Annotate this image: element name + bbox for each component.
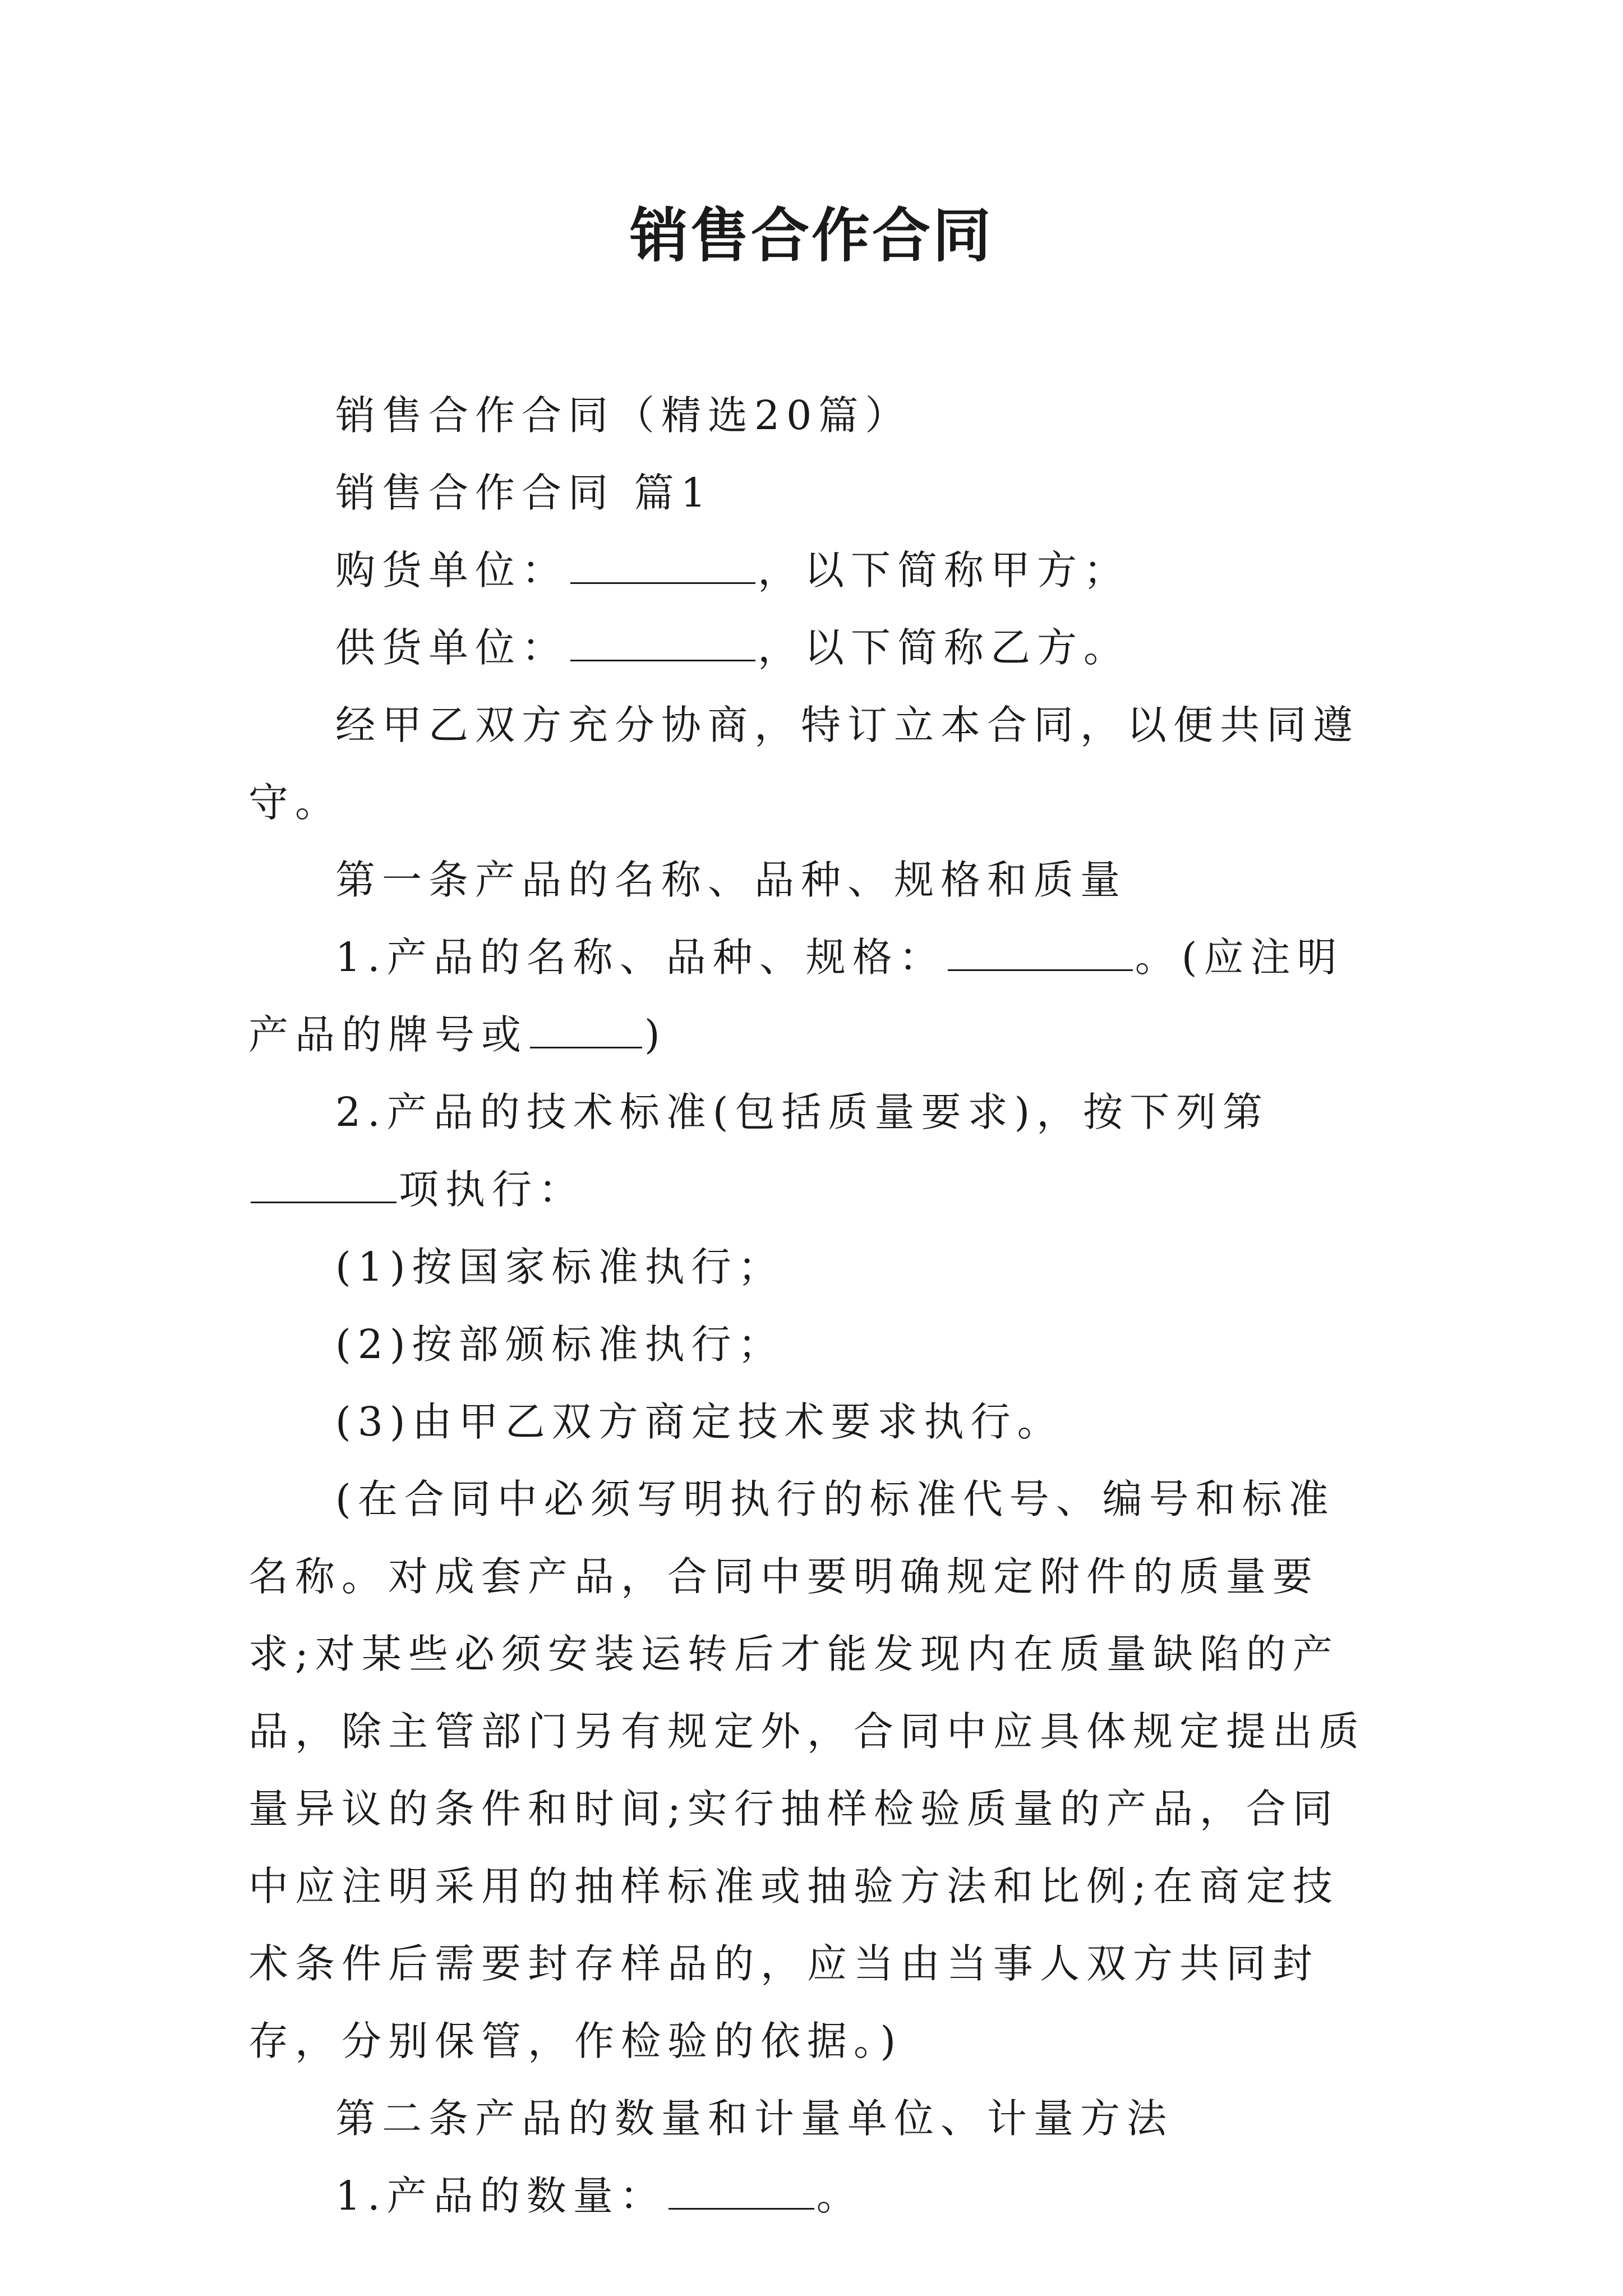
seller-suffix: ，以下简称乙方。 <box>758 624 1131 671</box>
article2-item1-after: 。 <box>816 2173 863 2219</box>
brand-blank <box>530 1011 642 1048</box>
article1-item2-after: 项执行： <box>399 1166 585 1213</box>
article1-item2-before: 2.产品的技术标准(包括质量要求)，按下列第 <box>335 1089 1270 1135</box>
buyer-label: 购货单位： <box>335 547 569 593</box>
article1-item1 <box>248 919 1380 1074</box>
option-ministry-standard: (2)按部颁标准执行； <box>335 1321 785 1368</box>
buyer-line <box>248 532 1380 609</box>
section-heading: 销售合作合同 篇1 <box>335 470 713 516</box>
buyer-blank <box>570 546 755 584</box>
article2-heading: 第二条产品的数量和计量单位、计量方法 <box>335 2095 1174 2142</box>
quantity-blank <box>668 2172 814 2210</box>
article2-item1-before: 1.产品的数量： <box>335 2173 666 2219</box>
subtitle: 销售合作合同（精选20篇） <box>335 392 912 439</box>
document-body <box>248 377 1380 2235</box>
buyer-suffix: ，以下简称甲方； <box>758 547 1131 593</box>
article1-item1-middle: 。(应注明产品的牌号或 <box>248 934 1344 1058</box>
note-paragraph: (在合同中必须写明执行的标准代号、编号和标准名称。对成套产品，合同中要明确规定附件的质量要求;对某些必须安装运转后才能发现内在质量缺陷的产品，除主管部门另有规定外，合同中应具体规定提出质量异议的条件和时间;实行抽样检验质量的产品，合同中应注明采用的抽样标准或抽验方法和比例;在商定技术条件后需要封存样品的，应当由当事人双方共同封存，分别保管，作检验的依据。) <box>248 1476 1366 2064</box>
seller-blank <box>570 624 755 661</box>
article1-item2 <box>248 1074 1380 1228</box>
article2-item1 <box>248 2157 1380 2235</box>
option-negotiated-standard: (3)由甲乙双方商定技术要求执行。 <box>335 1398 1064 1445</box>
article1-item1-before: 1.产品的名称、品种、规格： <box>335 934 946 981</box>
option-national-standard: (1)按国家标准执行； <box>335 1244 785 1290</box>
article1-heading: 第一条产品的名称、品种、规格和质量 <box>335 857 1127 903</box>
product-spec-blank <box>948 933 1133 971</box>
intro-paragraph: 经甲乙双方充分协商，特订立本合同，以便共同遵守。 <box>248 702 1360 826</box>
standard-item-blank <box>251 1166 396 1203</box>
seller-label: 供货单位： <box>335 624 569 671</box>
seller-line <box>248 609 1380 687</box>
document-title: 销售合作合同 <box>629 201 993 270</box>
article1-item1-after: ) <box>644 1011 667 1058</box>
